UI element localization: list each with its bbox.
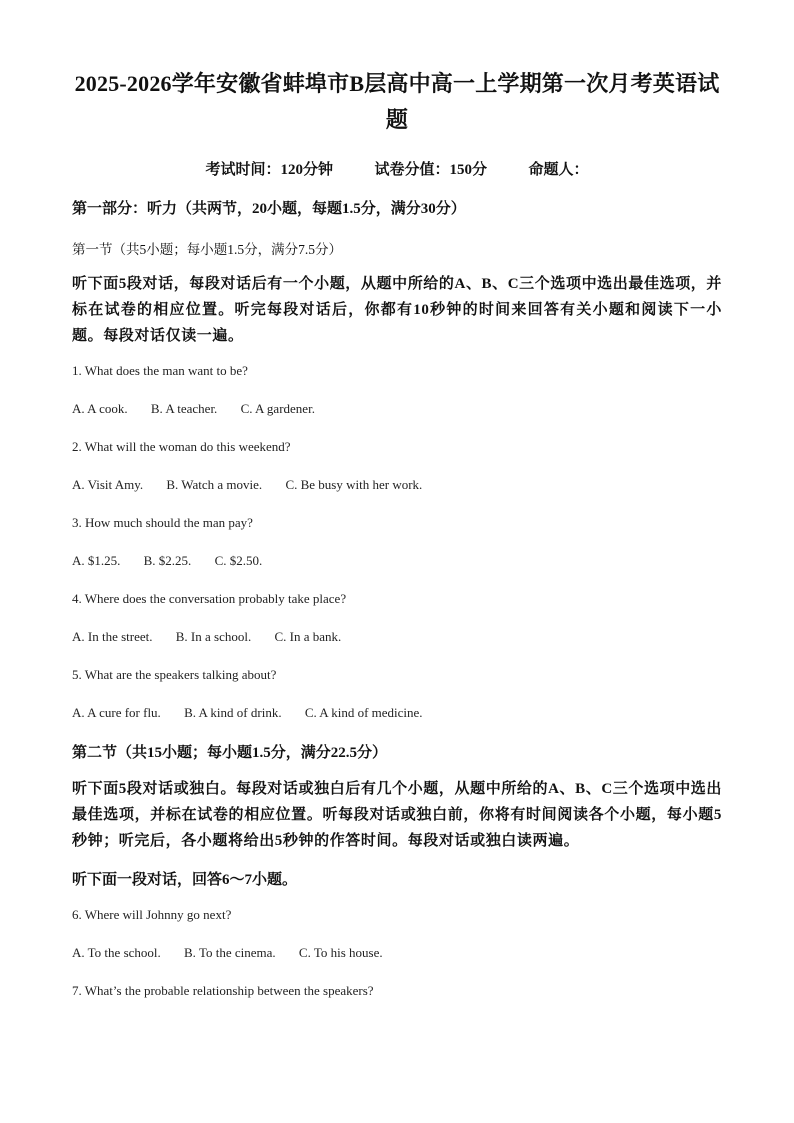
- exam-title-line2: 题: [385, 107, 409, 132]
- section1-instructions: 听下面5段对话，每段对话后有一个小题，从题中所给的A、B、C三个选项中选出最佳选项，并标在试卷的相应位置。听完每段对话后，你都有10秒钟的时间来回答有关小题和阅读下一小题。每段对话仅读一遍。: [72, 276, 722, 344]
- question-stem: 4. Where does the conversation probably take place?: [72, 591, 347, 606]
- question-options: [72, 401, 722, 417]
- section2-prompt: 听下面一段对话，回答6～7小题。: [72, 872, 298, 888]
- question-options: [72, 945, 722, 961]
- exam-meta: [0, 158, 794, 179]
- option-c: C. Be busy with her work.: [285, 477, 423, 492]
- option-a: A. $1.25.: [72, 553, 121, 568]
- question-options: [72, 629, 722, 645]
- option-b: B. In a school.: [175, 629, 252, 644]
- option-c: C. In a bank.: [274, 629, 342, 644]
- question-stem: 6. Where will Johnny go next?: [72, 907, 232, 922]
- question-stem: 3. How much should the man pay?: [72, 515, 253, 530]
- option-b: B. A teacher.: [150, 401, 218, 416]
- option-c: C. A gardener.: [240, 401, 315, 416]
- option-b: B. To the cinema.: [184, 945, 276, 960]
- section2-heading: 第二节（共15小题；每小题1.5分，满分22.5分）: [72, 745, 388, 761]
- question-stem: 1. What does the man want to be?: [72, 363, 248, 378]
- section1-heading: 第一节（共5小题；每小题1.5分，满分7.5分）: [72, 242, 342, 257]
- option-c: C. $2.50.: [214, 553, 263, 568]
- exam-time: 考试时间：120分钟: [205, 162, 333, 178]
- part1-heading: 第一部分：听力（共两节，20小题，每题1.5分，满分30分）: [72, 201, 466, 217]
- exam-author: 命题人：: [528, 162, 589, 178]
- option-b: B. $2.25.: [143, 553, 192, 568]
- question-options: [72, 477, 722, 493]
- option-c: C. A kind of medicine.: [304, 705, 423, 720]
- question-stem: 7. What’s the probable relationship between the speakers?: [72, 983, 374, 998]
- exam-score: 试卷分值：150分: [374, 162, 487, 178]
- option-b: B. Watch a movie.: [166, 477, 263, 492]
- option-a: A. Visit Amy.: [72, 477, 144, 492]
- question-options: [72, 553, 722, 569]
- option-a: A. A cook.: [72, 401, 128, 416]
- question-options: [72, 705, 722, 721]
- question-stem: 2. What will the woman do this weekend?: [72, 439, 291, 454]
- option-c: C. To his house.: [298, 945, 383, 960]
- option-b: B. A kind of drink.: [184, 705, 282, 720]
- option-a: A. In the street.: [72, 629, 153, 644]
- option-a: A. A cure for flu.: [72, 705, 161, 720]
- option-a: A. To the school.: [72, 945, 161, 960]
- section2-instructions: 听下面5段对话或独白。每段对话或独白后有几个小题，从题中所给的A、B、C三个选项中选出最佳选项，并标在试卷的相应位置。听每段对话或独白前，你将有时间阅读各个小题，每小题5秒钟；听完后，各小题将给出5秒钟的作答时间。每段对话或独白读两遍。: [72, 781, 722, 849]
- question-stem: 5. What are the speakers talking about?: [72, 667, 277, 682]
- exam-title: [60, 66, 734, 138]
- exam-title-line1: 2025-2026学年安徽省蚌埠市B层高中高一上学期第一次月考英语试: [74, 71, 720, 96]
